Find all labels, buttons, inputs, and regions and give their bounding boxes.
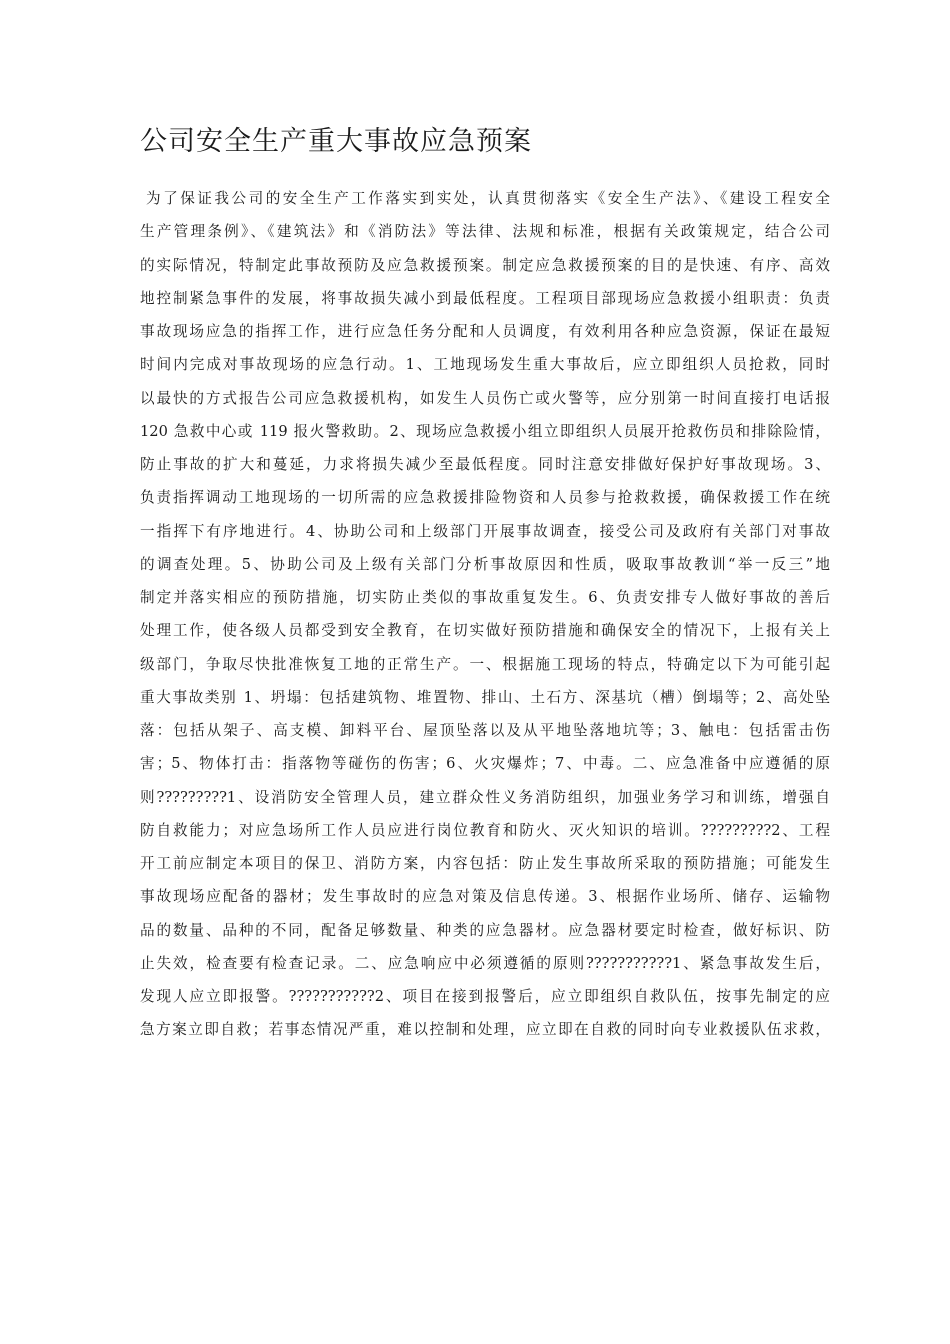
body-line: 止失效，检查要有检查记录。二、应急响应中必须遵循的原则???????????1、紧急事故发生后， <box>140 954 830 972</box>
body-line: 防止事故的扩大和蔓延，力求将损失减少至最低程度。同时注意安排做好保护好事故现场。3、 <box>140 456 830 473</box>
body-line: 以最快的方式报告公司应急救援机构，如发生人员伤亡或火警等，应分别第一时间直接打电话报 <box>140 389 830 407</box>
body-line: 重大事故类别 1、坍塌：包括建筑物、堆置物、排山、土石方、深基坑（槽）倒塌等；2、高处坠 <box>140 688 830 706</box>
body-line: 害；5、物体打击：指落物等碰伤的伤害；6、火灾爆炸；7、中毒。二、应急准备中应遵循的原 <box>140 755 830 773</box>
body-line: 发现人应立即报警。???????????2、项目在接到报警后，应立即组织自救队伍，按事先制定的应 <box>140 988 830 1005</box>
body-line: 防自救能力；对应急场所工作人员应进行岗位教育和防火、灭火知识的培训。?????????2、工程 <box>140 821 830 839</box>
body-line: 的实际情况，特制定此事故预防及应急救援预案。制定应急救援预案的目的是快速、有序、高效 <box>140 256 830 274</box>
body-line: 级部门，争取尽快批准恢复工地的正常生产。一、根据施工现场的特点，特确定以下为可能引起 <box>140 655 830 673</box>
body-line: 为了保证我公司的安全生产工作落实到实处，认真贯彻落实《安全生产法》、《建设工程安全 <box>146 190 830 207</box>
body-line: 品的数量、品种的不同，配备足够数量、种类的应急器材。应急器材要定时检查，做好标识、防 <box>140 921 830 939</box>
body-line: 制定并落实相应的预防措施，切实防止类似的事故重复发生。6、负责安排专人做好事故的善后 <box>140 589 830 606</box>
body-line: 地控制紧急事件的发展，将事故损失减小到最低程度。工程项目部现场应急救援小组职责：负责 <box>140 289 830 307</box>
body-line: 时间内完成对事故现场的应急行动。1、工地现场发生重大事故后，应立即组织人员抢救，同时 <box>140 356 830 374</box>
body-line: 一指挥下有序地进行。4、协助公司和上级部门开展事故调查，接受公司及政府有关部门对事故 <box>140 522 830 540</box>
body-line: 落：包括从架子、高支模、卸料平台、屋顶坠落以及从平地坠落地坑等；3、触电：包括雷击伤 <box>140 722 830 739</box>
body-line: 则?????????1、设消防安全管理人员，建立群众性义务消防组织，加强业务学习和训练，增强自 <box>140 788 830 806</box>
body-line: 事故现场应急的指挥工作，进行应急任务分配和人员调度，有效利用各种应急资源，保证在最短 <box>140 323 830 340</box>
body-line: 的调查处理。5、协助公司及上级有关部门分析事故原因和性质，吸取事故教训“举一反三”地 <box>140 555 830 573</box>
body-line: 负责指挥调动工地现场的一切所需的应急救援排险物资和人员参与抢救救援，确保救援工作在统 <box>140 489 830 507</box>
body-line: 生产管理条例》、《建筑法》和《消防法》等法律、法规和标准，根据有关政策规定，结合公司 <box>140 223 830 241</box>
body-line: 急方案立即自救；若事态情况严重，难以控制和处理，应立即在自救的同时向专业救援队伍求救， <box>140 1021 830 1039</box>
body-line: 处理工作，使各级人员都受到安全教育，在切实做好预防措施和确保安全的情况下，上报有关上 <box>140 622 830 640</box>
body-line: 开工前应制定本项目的保卫、消防方案，内容包括：防止发生事故所采取的预防措施；可能发生 <box>140 855 830 872</box>
body-line: 事故现场应配备的器材；发生事故时的应急对策及信息传递。3、根据作业场所、储存、运输物 <box>140 888 830 906</box>
document-title: 公司安全生产重大事故应急预案 <box>140 126 532 157</box>
document-body <box>140 182 830 1047</box>
body-line: 120 急救中心或 119 报火警救助。2、现场应急救援小组立即组织人员展开抢救伤员和排除险情， <box>140 422 830 440</box>
